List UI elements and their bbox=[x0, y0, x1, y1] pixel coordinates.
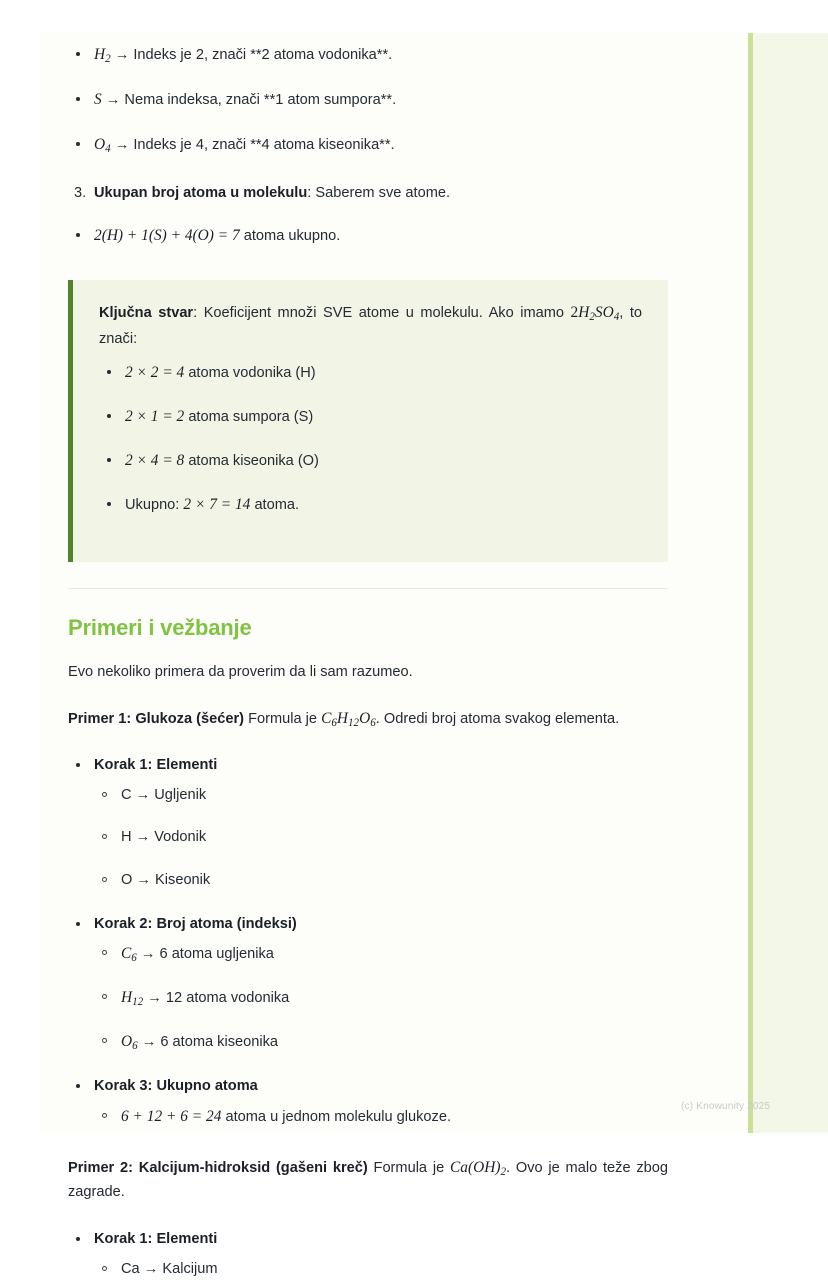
indices-bullet-list bbox=[68, 43, 668, 158]
primer1-steps-list bbox=[68, 754, 668, 1130]
formula-2h2so4: $2H_2SO_4$ bbox=[570, 304, 620, 324]
bullet-text: atoma kiseonika (O) bbox=[188, 452, 319, 469]
bullet-body bbox=[125, 453, 319, 469]
list-item bbox=[99, 361, 642, 386]
circle-bullet-icon bbox=[102, 950, 107, 955]
callout-bullet-list bbox=[99, 361, 642, 518]
ordered-item-rest: : Saberem sve atome. bbox=[307, 184, 451, 201]
circle-bullet-icon bbox=[102, 1266, 107, 1271]
ordered-item-label: Ukupan broj atoma u molekulu bbox=[94, 184, 308, 201]
bullet-marker-icon bbox=[76, 142, 80, 146]
page-title: Primeri i vežbanje bbox=[68, 615, 252, 641]
math-expr: 2 × 1 = 2 bbox=[125, 407, 185, 425]
circle-bullet-icon bbox=[102, 792, 107, 797]
formula-o6: $O_6$ bbox=[121, 1033, 138, 1053]
bullet-text: atoma ukupno. bbox=[243, 227, 341, 244]
primer2-steps-list bbox=[68, 1228, 668, 1281]
bullet-body bbox=[94, 137, 395, 153]
bullet-body bbox=[125, 365, 316, 381]
step-title: Korak 1: Elementi bbox=[94, 1231, 218, 1248]
callout-lead-rest: : Koeficijent množi SVE atome u molekulu. Ako imamo bbox=[193, 305, 565, 322]
circle-bullet-icon bbox=[102, 877, 107, 882]
sub-item-text: atoma u jednom molekulu glukoze. bbox=[225, 1108, 452, 1125]
sub-item-body bbox=[121, 1033, 279, 1053]
bullet-body bbox=[94, 46, 393, 66]
bullet-text: → Nema indeksa, znači **1 atom sumpora**. bbox=[105, 91, 397, 108]
bullet-marker-icon bbox=[76, 1084, 80, 1088]
bullet-marker-icon bbox=[107, 370, 111, 374]
formula-s: S bbox=[94, 90, 102, 108]
right-side-panel bbox=[753, 33, 828, 1133]
circle-bullet-icon bbox=[102, 1113, 107, 1118]
list-item bbox=[68, 88, 668, 113]
list-item bbox=[94, 986, 668, 1011]
bullet-marker-icon bbox=[76, 1237, 80, 1241]
sub-item-text: C → Ugljenik bbox=[121, 786, 207, 803]
list-item bbox=[94, 784, 668, 808]
formula-glucose: $C_6H_{12}O_6$ bbox=[321, 710, 376, 730]
formula-caoh2: $Ca(OH)_2$ bbox=[450, 1158, 506, 1178]
bullet-body bbox=[94, 92, 396, 108]
formula-h12: $H_{12}$ bbox=[121, 989, 144, 1009]
step-item bbox=[68, 754, 668, 893]
formula-h2: $H_2$ bbox=[94, 46, 111, 66]
bullet-marker-icon bbox=[76, 763, 80, 767]
bullet-text: → Indeks je 4, znači **4 atoma kiseonika**. bbox=[114, 136, 395, 153]
step-sub-list bbox=[94, 942, 668, 1055]
document-content bbox=[68, 33, 668, 1282]
math-expr: 2 × 2 = 4 bbox=[125, 363, 185, 381]
list-item bbox=[68, 133, 668, 158]
document-page bbox=[40, 33, 748, 1277]
math-expr: 6 + 12 + 6 = 24 bbox=[121, 1107, 222, 1125]
bullet-label: Ukupno: bbox=[125, 496, 180, 513]
list-item bbox=[99, 449, 642, 474]
ordered-item-body bbox=[94, 185, 450, 201]
list-item bbox=[94, 1030, 668, 1055]
total-atoms-bullet-list bbox=[68, 224, 668, 249]
list-item bbox=[68, 224, 668, 249]
ordered-list bbox=[68, 182, 668, 206]
callout-title: Ključna stvar bbox=[99, 305, 194, 322]
list-item bbox=[99, 405, 642, 430]
bullet-marker-icon bbox=[107, 458, 111, 462]
step-item bbox=[68, 1228, 668, 1281]
primer2-lead-after: . Ovo je malo teže zbog zagrade. bbox=[68, 1159, 668, 1200]
formula-c6: $C_6$ bbox=[121, 945, 137, 965]
list-item bbox=[94, 869, 668, 893]
list-item bbox=[94, 826, 668, 850]
bullet-text: → Indeks je 2, znači **2 atoma vodonika**. bbox=[114, 47, 393, 63]
sub-item-text: O → Kiseonik bbox=[121, 871, 211, 888]
primer1-lead bbox=[68, 707, 668, 732]
primer1-title: Primer 1: Glukoza (šećer) bbox=[68, 711, 245, 728]
bullet-body bbox=[125, 497, 299, 513]
sub-item-text: H → Vodonik bbox=[121, 829, 207, 846]
step-title: Korak 2: Broj atoma (indeksi) bbox=[94, 915, 297, 932]
circle-bullet-icon bbox=[102, 994, 107, 999]
formula-o4: $O_4$ bbox=[94, 135, 111, 155]
sub-item-text: → 6 atoma kiseonika bbox=[141, 1034, 279, 1051]
section-intro: Evo nekoliko primera da proverim da li sam razumeo. bbox=[68, 664, 413, 681]
copyright-watermark: (c) Knowunity 2025 bbox=[681, 1101, 771, 1112]
sub-item-text: Ca → Kalcijum bbox=[121, 1260, 218, 1277]
callout-lead-tail: , to znači: bbox=[99, 305, 643, 348]
sub-item-text: → 12 atoma vodonika bbox=[147, 990, 290, 1007]
bullet-marker-icon bbox=[76, 52, 80, 56]
primer1-lead-after: . Odredi broj atoma svakog elementa. bbox=[375, 711, 620, 728]
sub-item-body bbox=[121, 989, 290, 1009]
step-title: Korak 1: Elementi bbox=[94, 757, 218, 774]
bullet-marker-icon bbox=[107, 414, 111, 418]
bullet-marker-icon bbox=[76, 233, 80, 237]
ordered-list-item-3 bbox=[68, 182, 668, 206]
circle-bullet-icon bbox=[102, 1038, 107, 1043]
list-item bbox=[99, 493, 642, 518]
bullet-marker-icon bbox=[107, 502, 111, 506]
circle-bullet-icon bbox=[102, 834, 107, 839]
bullet-body bbox=[94, 228, 340, 244]
primer2-lead bbox=[68, 1156, 668, 1205]
list-item bbox=[94, 1105, 668, 1130]
bullet-marker-icon bbox=[76, 922, 80, 926]
step-sub-list bbox=[94, 1105, 668, 1130]
key-takeaway-callout bbox=[68, 280, 668, 562]
step-sub-list bbox=[94, 1258, 668, 1282]
list-item bbox=[68, 43, 668, 68]
primer2-lead-before: Formula je bbox=[373, 1159, 445, 1176]
step-item bbox=[68, 913, 668, 1056]
step-title: Korak 3: Ukupno atoma bbox=[94, 1078, 258, 1095]
primer2-title: Primer 2: Kalcijum-hidroksid (gašeni kreč) bbox=[68, 1159, 368, 1176]
bullet-text: atoma. bbox=[254, 496, 300, 513]
sub-item-body bbox=[121, 1109, 451, 1125]
list-item bbox=[94, 1258, 668, 1282]
sub-item-body bbox=[121, 945, 274, 965]
step-item bbox=[68, 1075, 668, 1130]
math-expr: 2 × 7 = 14 bbox=[183, 495, 251, 513]
callout-lead bbox=[99, 300, 642, 352]
bullet-marker-icon bbox=[76, 97, 80, 101]
bullet-text: atoma vodonika (H) bbox=[188, 364, 316, 381]
math-expr: 2 × 4 = 8 bbox=[125, 451, 185, 469]
primer1-lead-before: Formula je bbox=[248, 711, 318, 728]
bullet-body bbox=[125, 409, 313, 425]
sub-item-text: → 6 atoma ugljenika bbox=[140, 946, 274, 963]
bullet-text: atoma sumpora (S) bbox=[188, 408, 314, 425]
formula-sum: 2(H) + 1(S) + 4(O) = 7 bbox=[94, 226, 240, 244]
ordered-marker: 3. bbox=[74, 184, 87, 201]
step-sub-list bbox=[94, 784, 668, 893]
list-item bbox=[94, 942, 668, 967]
